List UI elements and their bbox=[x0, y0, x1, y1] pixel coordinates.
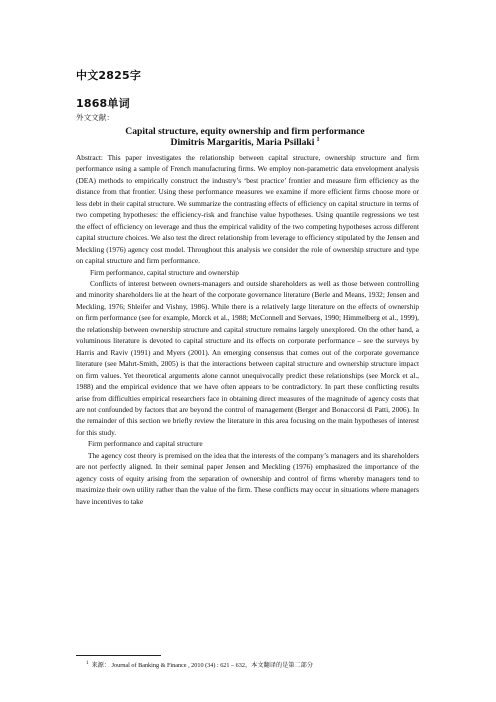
article-title: Capital structure, equity ownership and firm performance bbox=[125, 126, 365, 137]
section-heading-firm-performance-ownership: Firm performance, capital structure and ownership bbox=[90, 267, 239, 277]
abstract-paragraph: Abstract: This paper investigates the relationship between capital structure, ownership structure and firm performance using a sample of French manufacturing firms. We employ non-parametric data envelopment analysis (DEA) methods to empirically construct the industry’s ‘best practice’ frontier and measure firm efficiency as the distance from that frontier. Using these performance measures we examine if more efficient firms choose more or less debt in their capital structure. We summarize the contrasting effects of efficiency on capital structure in terms of two competing hypotheses: the efficiency-risk and franchise value hypotheses. Using quantile regressions we test the effect of efficiency on leverage and thus the empirical validity of the two competing hypotheses across different capital structure choices. We also test the direct relationship from leverage to efficiency stipulated by the Jensen and Meckling (1976) agency cost model. Throughout this analysis we consider the role of ownership structure and type on capital structure and firm performance. bbox=[76, 153, 419, 266]
article-authors bbox=[70, 137, 420, 148]
section1-paragraph: Conflicts of interest between owners-managers and outside shareholders as well as those between controlling and minority shareholders lie at the heart of the corporate governance literature (Berle and Means, 1932; Jensen and Meckling, 1976; Shleifer and Vishny, 1986). While there is a relatively large literature on the effects of ownership on firm performance (see for example, Morck et al., 1988; McConnell and Servaes, 1990; Himmelberg et al., 1999), the relationship between ownership structure and capital structure remains largely unexplored. On the other hand, a voluminous literature is devoted to capital structure and its effects on corporate performance – see the surveys by Harris and Raviv (1991) and Myers (2001). An emerging consensus that comes out of the corporate governance literature (see Mahrt-Smith, 2005) is that the interactions between capital structure and ownership structure impact on firm values. Yet theoretical arguments alone cannot unequivocally predict these relationships (see Morck et al., 1988) and the empirical evidence that we have often appears to be contradictory. In part these conflicting results arise from difficulties empirical researchers face in obtaining direct measures of the magnitude of agency costs that are not confounded by factors that are beyond the control of management (Berger and Bonaccorsi di Patti, 2006). In the remainder of this section we briefly review the literature in this area focusing on the main hypotheses of interest for this study. bbox=[76, 278, 419, 437]
footnote-divider bbox=[76, 655, 161, 656]
author-names: Dimitris Margaritis, Maria Psillaki bbox=[170, 137, 315, 149]
footnote-marker: 1 bbox=[86, 660, 89, 666]
english-word-count: 1868单词 bbox=[76, 97, 130, 110]
section2-paragraph: The agency cost theory is premised on the idea that the interests of the company’s managers and its shareholders are not perfectly aligned. In their seminal paper Jensen and Meckling (1976) emphasized the importance of the agency costs of equity arising from the separation of ownership and control of firms whereby managers tend to maximize their own utility rather than the value of the firm. These conflicts may occur in situations where managers have incentives to take bbox=[76, 450, 419, 506]
footnote-ref: 1 bbox=[316, 137, 320, 143]
section-heading-firm-performance-capital: Firm performance and capital structure bbox=[88, 439, 203, 449]
footnote-text: 来源： Journal of Banking & Finance , 2010 (34) : 621 – 632，本文翻译的是第二部分 bbox=[91, 662, 314, 669]
foreign-literature-label: 外文文献： bbox=[76, 113, 114, 122]
article-body bbox=[76, 152, 419, 507]
chinese-char-count: 中文2825字 bbox=[76, 69, 142, 82]
footnote bbox=[86, 660, 313, 669]
